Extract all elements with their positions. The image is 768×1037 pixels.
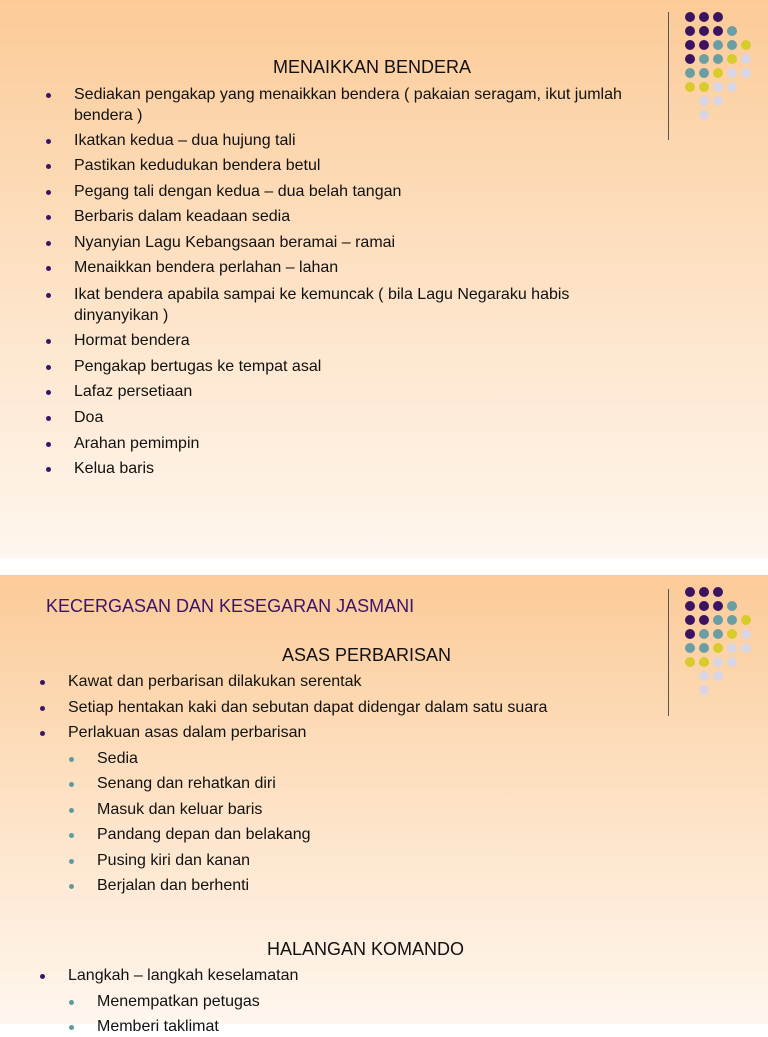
divider-line bbox=[668, 12, 669, 140]
bullet-icon bbox=[40, 974, 45, 979]
decorative-dot bbox=[741, 643, 751, 653]
decorative-dot bbox=[699, 54, 709, 64]
decorative-dot bbox=[699, 657, 709, 667]
list-item-text: Langkah – langkah keselamatan bbox=[68, 967, 299, 984]
decorative-dot bbox=[699, 601, 709, 611]
decorative-dot bbox=[699, 587, 709, 597]
list-item-text: Menempatkan petugas bbox=[97, 993, 260, 1010]
bullet-icon bbox=[46, 190, 51, 195]
decorative-dot bbox=[699, 68, 709, 78]
list-item-text: bendera ) bbox=[74, 107, 143, 124]
decorative-dot bbox=[685, 68, 695, 78]
bullet-icon bbox=[40, 680, 45, 685]
list-item-text: Sediakan pengakap yang menaikkan bendera ( pakaian seragam, ikut jumlah bbox=[74, 86, 622, 103]
bullet-icon bbox=[69, 884, 74, 889]
decorative-dot bbox=[741, 40, 751, 50]
list-item-text: Nyanyian Lagu Kebangsaan beramai – ramai bbox=[74, 234, 396, 251]
bullet-icon bbox=[46, 390, 51, 395]
decorative-dot bbox=[685, 615, 695, 625]
list-item-text: Arahan pemimpin bbox=[74, 435, 200, 452]
list-item-text: Ikat bendera apabila sampai ke kemuncak ( bila Lagu Negaraku habis bbox=[74, 286, 570, 303]
decorative-dot bbox=[727, 615, 737, 625]
decorative-dot bbox=[713, 54, 723, 64]
bullet-icon bbox=[40, 731, 45, 736]
bullet-icon bbox=[69, 1000, 74, 1005]
divider-line bbox=[668, 589, 669, 716]
decorative-dot bbox=[727, 26, 737, 36]
decorative-dot bbox=[727, 657, 737, 667]
decorative-dot bbox=[713, 12, 723, 22]
decorative-dot bbox=[713, 615, 723, 625]
decorative-dot bbox=[699, 26, 709, 36]
decorative-dot bbox=[741, 68, 751, 78]
decorative-dot bbox=[685, 26, 695, 36]
list-item-text: dinyanyikan ) bbox=[74, 307, 169, 324]
decorative-dot bbox=[685, 587, 695, 597]
decorative-dot bbox=[685, 40, 695, 50]
list-item-text: Senang dan rehatkan diri bbox=[97, 775, 276, 792]
decorative-dot bbox=[741, 629, 751, 639]
list-item-text: Berjalan dan berhenti bbox=[97, 877, 250, 894]
list-item-text: Doa bbox=[74, 409, 104, 426]
list-item-text: Perlakuan asas dalam perbarisan bbox=[68, 724, 307, 741]
bullet-icon bbox=[46, 93, 51, 98]
list-item-text: Kelua baris bbox=[74, 460, 155, 477]
bullet-icon bbox=[46, 241, 51, 246]
decorative-dot bbox=[713, 68, 723, 78]
list-item-text: Menaikkan bendera perlahan – lahan bbox=[74, 259, 339, 276]
decorative-dot bbox=[713, 96, 723, 106]
decorative-dot bbox=[685, 82, 695, 92]
decorative-dot bbox=[727, 629, 737, 639]
decorative-dot bbox=[727, 68, 737, 78]
decorative-dot bbox=[699, 12, 709, 22]
slide-title: KECERGASAN DAN KESEGARAN JASMANI bbox=[46, 596, 415, 616]
bullet-icon bbox=[46, 164, 51, 169]
decorative-dot bbox=[741, 615, 751, 625]
bullet-icon bbox=[46, 266, 51, 271]
decorative-dot bbox=[713, 587, 723, 597]
decorative-dot bbox=[685, 643, 695, 653]
decorative-dot bbox=[713, 629, 723, 639]
decorative-dot bbox=[685, 12, 695, 22]
bullet-icon bbox=[46, 139, 51, 144]
decorative-dot bbox=[741, 54, 751, 64]
bullet-icon bbox=[69, 757, 74, 762]
list-item-text: Setiap hentakan kaki dan sebutan dapat didengar dalam satu suara bbox=[68, 699, 548, 716]
decorative-dot bbox=[727, 82, 737, 92]
decorative-dot bbox=[727, 54, 737, 64]
bullet-icon bbox=[69, 833, 74, 838]
section-heading: HALANGAN KOMANDO bbox=[267, 939, 465, 959]
bullet-icon bbox=[46, 365, 51, 370]
bullet-icon bbox=[69, 1025, 74, 1030]
decorative-dot bbox=[727, 601, 737, 611]
list-item-text: Pengakap bertugas ke tempat asal bbox=[74, 358, 322, 375]
decorative-dot bbox=[713, 82, 723, 92]
list-item-text: Pastikan kedudukan bendera betul bbox=[74, 157, 321, 174]
decorative-dot bbox=[713, 643, 723, 653]
list-item-text: Kawat dan perbarisan dilakukan serentak bbox=[68, 673, 362, 690]
decorative-dot bbox=[713, 657, 723, 667]
list-item-text: Lafaz persetiaan bbox=[74, 383, 193, 400]
list-item-text: Memberi taklimat bbox=[97, 1018, 219, 1035]
decorative-dot bbox=[699, 110, 709, 120]
decorative-dot bbox=[699, 96, 709, 106]
bullet-icon bbox=[46, 293, 51, 298]
list-item-text: Sedia bbox=[97, 750, 138, 767]
decorative-dot bbox=[685, 601, 695, 611]
decorative-dot bbox=[713, 40, 723, 50]
slide-gap bbox=[0, 558, 768, 575]
decorative-dot bbox=[699, 615, 709, 625]
list-item-text: Masuk dan keluar baris bbox=[97, 801, 263, 818]
decorative-dot bbox=[685, 54, 695, 64]
decorative-dot bbox=[699, 40, 709, 50]
section-heading: ASAS PERBARISAN bbox=[282, 645, 452, 665]
bullet-icon bbox=[46, 467, 51, 472]
list-item-text: Pegang tali dengan kedua – dua belah tangan bbox=[74, 183, 402, 200]
list-item-text: Pusing kiri dan kanan bbox=[97, 852, 250, 869]
decorative-dot bbox=[713, 671, 723, 681]
decorative-dot bbox=[727, 40, 737, 50]
decorative-dot bbox=[713, 601, 723, 611]
list-item-text: Hormat bendera bbox=[74, 332, 190, 349]
list-item-text: Ikatkan kedua – dua hujung tali bbox=[74, 132, 296, 149]
decorative-dot bbox=[699, 629, 709, 639]
list-item-text: Berbaris dalam keadaan sedia bbox=[74, 208, 291, 225]
decorative-dot bbox=[685, 629, 695, 639]
bullet-icon bbox=[69, 859, 74, 864]
bullet-icon bbox=[46, 442, 51, 447]
decorative-dot bbox=[685, 657, 695, 667]
decorative-dot bbox=[699, 685, 709, 695]
list-item-text: Pandang depan dan belakang bbox=[97, 826, 311, 843]
decorative-dot bbox=[713, 26, 723, 36]
bullet-icon bbox=[69, 808, 74, 813]
decorative-dot bbox=[699, 643, 709, 653]
bullet-icon bbox=[40, 706, 45, 711]
decorative-dot bbox=[699, 82, 709, 92]
bullet-icon bbox=[46, 339, 51, 344]
slide-title: MENAIKKAN BENDERA bbox=[273, 57, 472, 77]
decorative-dot bbox=[727, 643, 737, 653]
bullet-icon bbox=[46, 416, 51, 421]
bullet-icon bbox=[69, 782, 74, 787]
slide-2 bbox=[0, 575, 768, 1035]
bullet-icon bbox=[46, 215, 51, 220]
decorative-dot bbox=[699, 671, 709, 681]
